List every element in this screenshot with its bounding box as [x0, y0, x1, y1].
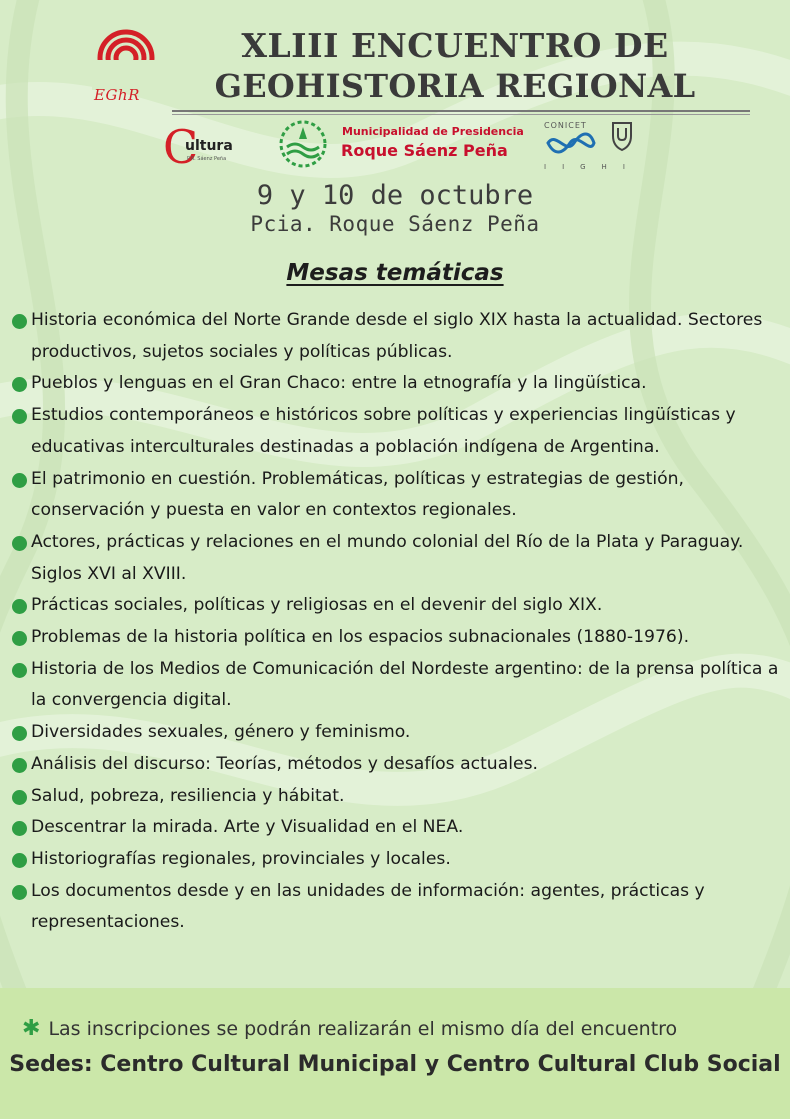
topic-text: Salud, pobreza, resiliencia y hábitat.	[31, 785, 345, 806]
list-item	[12, 749, 782, 781]
title-line-2: GEOHISTORIA REGIONAL	[214, 67, 696, 105]
topic-text: Problemas de la historia política en los espacios subnacionales (1880-1976).	[31, 627, 690, 648]
list-item	[12, 590, 782, 622]
list-item	[12, 368, 782, 400]
cultura-logo-word: ultura	[185, 138, 233, 154]
topic-text: Pueblos y lenguas en el Gran Chaco: entre la etnografía y la lingüística.	[31, 373, 647, 394]
list-item	[12, 844, 782, 876]
topic-text: El patrimonio en cuestión. Problemáticas, políticas y estrategias de gestión, conservación y puesta en valor en contextos regionales.	[31, 468, 684, 521]
eghr-logo-text: EGhR	[94, 86, 140, 104]
event-dates: 9 y 10 de octubre	[256, 180, 534, 211]
topic-text: Actores, prácticas y relaciones en el mundo colonial del Río de la Plata y Paraguay. Siglos XVI al XVIII.	[31, 531, 744, 584]
bullet-icon	[12, 409, 27, 424]
page-title	[165, 26, 745, 106]
list-item	[12, 717, 782, 749]
bullet-icon	[12, 726, 27, 741]
title-line-1: XLIII ENCUENTRO DE	[241, 26, 669, 65]
asterisk-icon: ✱	[22, 1016, 41, 1041]
bullet-icon	[12, 663, 27, 678]
bullet-icon	[12, 377, 27, 392]
event-place: Pcia. Roque Sáenz Peña	[250, 212, 540, 236]
municipality-line-1: Municipalidad de Presidencia	[342, 125, 524, 138]
bullet-icon	[12, 758, 27, 773]
list-item	[12, 876, 782, 939]
conicet-label: CONICET	[544, 121, 587, 130]
topic-text: Análisis del discurso: Teorías, métodos y desafíos actuales.	[31, 753, 538, 774]
list-item	[12, 781, 782, 813]
venues-text: Sedes: Centro Cultural Municipal y Centro Cultural Club Social	[9, 1052, 781, 1077]
list-item	[12, 464, 782, 527]
section-title	[0, 260, 790, 286]
sponsor-logos	[0, 117, 790, 177]
topic-text: Historia económica del Norte Grande desde el siglo XIX hasta la actualidad. Sectores productivos, sujetos sociales y políticas públicas.	[31, 310, 763, 362]
footer-band	[0, 988, 790, 1119]
iighi-label: IIGHI	[544, 163, 641, 171]
title-divider	[172, 110, 750, 112]
topic-text: Descentrar la mirada. Arte y Visualidad en el NEA.	[31, 817, 464, 838]
municipality-line-2: Roque Sáenz Peña	[341, 141, 508, 160]
topic-text: Diversidades sexuales, género y feminismo.	[31, 722, 411, 743]
list-item	[12, 654, 782, 717]
bullet-icon	[12, 885, 27, 900]
registration-note-text: Las inscripciones se podrán realizarán el mismo día del encuentro	[48, 1018, 678, 1040]
conicet-logo-icon	[544, 131, 598, 155]
list-item	[12, 527, 782, 590]
cultura-c-icon: C	[163, 120, 199, 174]
topics-list	[12, 305, 782, 939]
bullet-icon	[12, 790, 27, 805]
cultura-logo-subtitle: P.R. Sáenz Peña	[187, 156, 227, 162]
bullet-icon	[12, 853, 27, 868]
list-item	[12, 622, 782, 654]
topic-text: Historia de los Medios de Comunicación del Nordeste argentino: de la prensa política a la convergencia digital.	[31, 658, 779, 711]
cultura-logo	[163, 121, 253, 173]
bullet-icon	[12, 314, 27, 329]
list-item	[12, 305, 782, 368]
municipality-emblem-icon	[277, 119, 329, 169]
bullet-icon	[12, 821, 27, 836]
bullet-icon	[12, 631, 27, 646]
topic-text: Los documentos desde y en las unidades de información: agentes, prácticas y representaciones.	[31, 880, 705, 933]
list-item	[12, 812, 782, 844]
topic-text: Prácticas sociales, políticas y religiosas en el devenir del siglo XIX.	[31, 595, 603, 616]
bullet-icon	[12, 536, 27, 551]
list-item	[12, 400, 782, 463]
registration-note	[22, 1016, 677, 1041]
topic-text: Estudios contemporáneos e históricos sobre políticas y experiencias lingüísticas y educativas interculturales destinadas a población indígena de Argentina.	[31, 405, 736, 457]
bullet-icon	[12, 599, 27, 614]
title-divider-secondary	[172, 114, 750, 115]
header	[0, 22, 790, 112]
bullet-icon	[12, 473, 27, 488]
university-shield-icon	[610, 120, 634, 154]
section-title-text: Mesas temáticas	[286, 260, 504, 286]
topic-text: Historiografías regionales, provinciales y locales.	[31, 848, 451, 869]
